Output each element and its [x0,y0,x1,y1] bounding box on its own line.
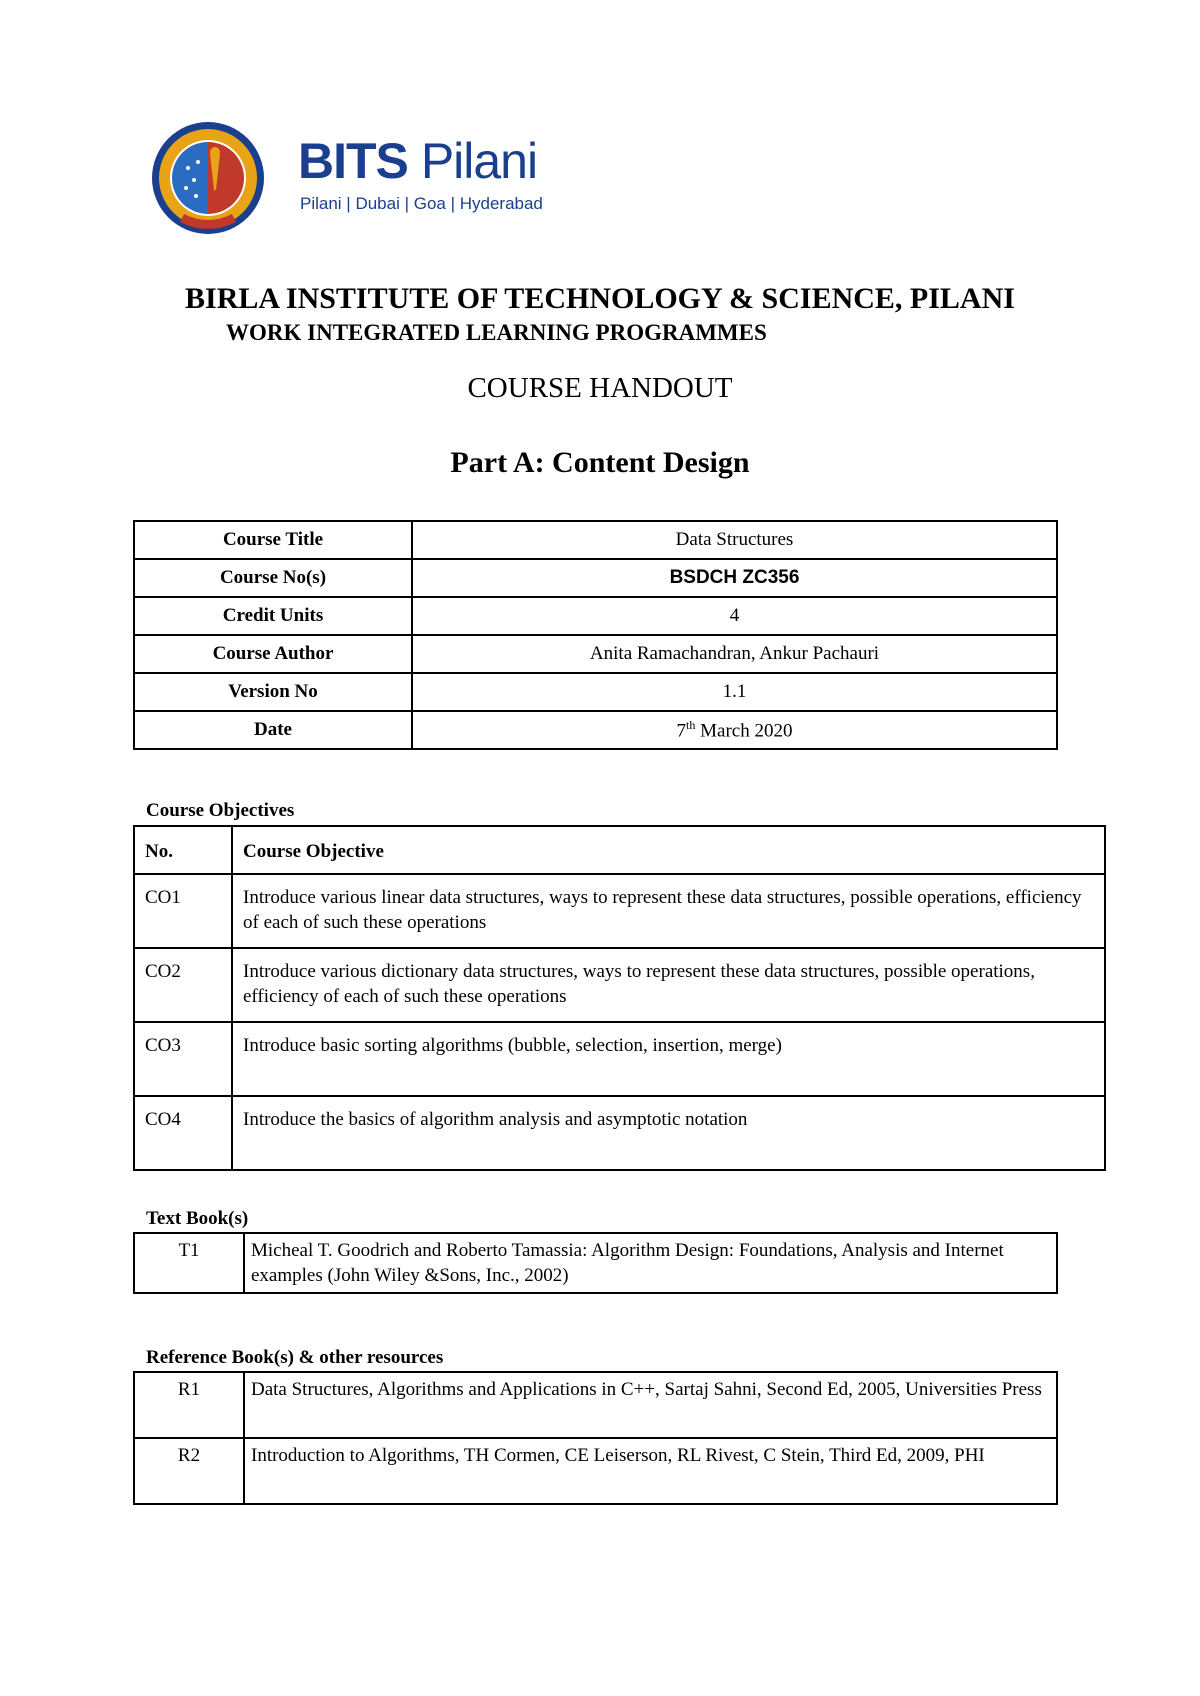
book-text: Micheal T. Goodrich and Roberto Tamassia: Algorithm Design: Foundations, Analysis and Internet examples (John Wiley &Sons, Inc., 2002) [244,1233,1057,1293]
table-row [134,559,1057,597]
part-heading: Part A: Content Design [450,446,750,479]
objective-text: Introduce various dictionary data structures, ways to represent these data structures, possible operations, efficiency of each of such these operations [232,948,1105,1022]
objective-no: CO4 [134,1096,232,1170]
book-id: R2 [134,1438,244,1504]
course-no-value: BSDCH ZC356 [412,559,1057,597]
version-no-value: 1.1 [412,673,1057,711]
document-title: COURSE HANDOUT [467,372,733,404]
logo-campuses: Pilani | Dubai | Goa | Hyderabad [300,194,543,213]
table-row [134,521,1057,559]
version-no-label: Version No [134,673,412,711]
reference-books-label: Reference Book(s) & other resources [146,1347,444,1368]
objective-text: Introduce various linear data structures, ways to represent these data structures, possible operations, efficiency of each of such these operations [232,874,1105,948]
date-label: Date [134,711,412,749]
date-value: 7th March 2020 [412,711,1057,749]
table-row [134,1022,1105,1096]
book-id: R1 [134,1372,244,1438]
table-row [134,874,1105,948]
table-row [134,1438,1057,1504]
institute-heading: BIRLA INSTITUTE OF TECHNOLOGY & SCIENCE, PILANI [185,282,1015,315]
bits-pilani-logo [146,118,566,242]
book-id: T1 [134,1233,244,1293]
bits-emblem-icon [146,118,270,242]
table-row [134,597,1057,635]
table-row [134,673,1057,711]
objective-text: Introduce basic sorting algorithms (bubble, selection, insertion, merge) [232,1022,1105,1096]
course-title-value: Data Structures [412,521,1057,559]
book-text: Introduction to Algorithms, TH Cormen, CE Leiserson, RL Rivest, C Stein, Third Ed, 2009, PHI [244,1438,1057,1504]
objective-no: CO1 [134,874,232,948]
course-no-label: Course No(s) [134,559,412,597]
book-text: Data Structures, Algorithms and Applications in C++, Sartaj Sahni, Second Ed, 2005, Universities Press [244,1372,1057,1438]
credit-units-value: 4 [412,597,1057,635]
table-header-row [134,826,1105,874]
course-author-value: Anita Ramachandran, Ankur Pachauri [412,635,1057,673]
column-header-objective: Course Objective [232,826,1105,874]
table-row [134,635,1057,673]
table-row [134,948,1105,1022]
table-row [134,1372,1057,1438]
credit-units-label: Credit Units [134,597,412,635]
objectives-table [133,825,1106,1171]
objective-text: Introduce the basics of algorithm analysis and asymptotic notation [232,1096,1105,1170]
table-row [134,1096,1105,1170]
table-row [134,1233,1057,1293]
logo-wordmark: BITS Pilani [298,133,538,189]
course-info-table [133,520,1058,750]
objectives-label: Course Objectives [146,800,295,821]
course-author-label: Course Author [134,635,412,673]
text-books-table [133,1232,1058,1294]
text-books-label: Text Book(s) [146,1208,249,1229]
column-header-no: No. [134,826,232,874]
reference-books-table [133,1371,1058,1505]
objective-no: CO2 [134,948,232,1022]
programme-heading: WORK INTEGRATED LEARNING PROGRAMMES [226,320,767,345]
course-title-label: Course Title [134,521,412,559]
objective-no: CO3 [134,1022,232,1096]
table-row [134,711,1057,749]
